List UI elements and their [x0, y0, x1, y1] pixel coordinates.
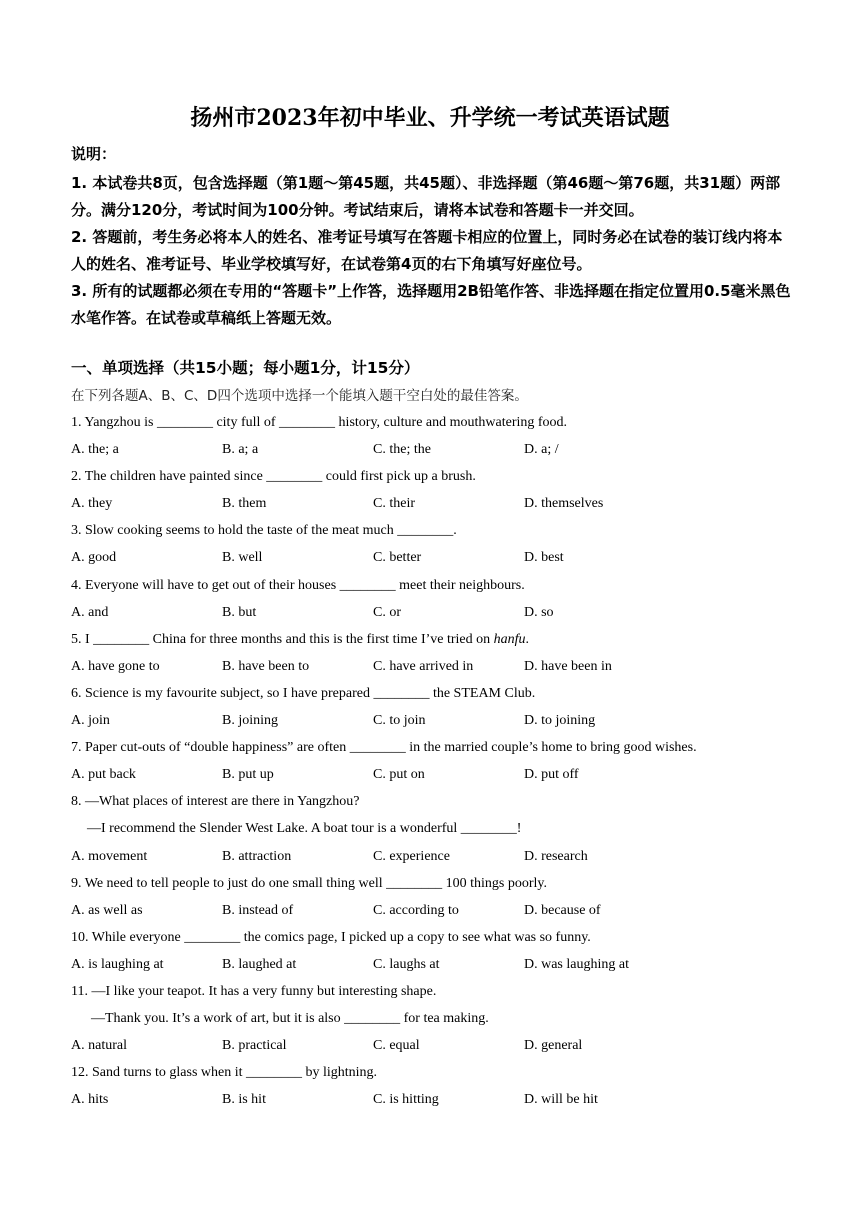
option-d: D. themselves — [524, 496, 604, 512]
option-a: A. the; a — [71, 442, 119, 458]
option-c: C. the; the — [373, 442, 431, 458]
options-row — [71, 1086, 811, 1113]
notes-heading: 说明： — [71, 145, 117, 163]
option-a: A. movement — [71, 848, 148, 864]
options-row — [71, 599, 811, 626]
options-row — [71, 544, 811, 571]
question-stem-reply: —Thank you. It’s a work of art, but it is also ________ for tea making. — [91, 1011, 489, 1027]
option-a: A. is laughing at — [71, 956, 164, 972]
option-c: C. equal — [373, 1038, 420, 1054]
options-row — [71, 761, 811, 788]
note-3: 3. 所有的试题都必须在专用的“答题卡”上作答，选择题用2B铅笔作答、非选择题在指定位置用0.5毫米黑色水笔作答。在试卷或草稿纸上答题无效。 — [71, 282, 791, 327]
stem-italic-word: hanfu — [493, 631, 526, 647]
option-d: D. to joining — [524, 713, 596, 729]
question-stem: 10. While everyone ________ the comics page, I picked up a copy to see what was so funny. — [71, 929, 591, 945]
option-b: B. is hit — [222, 1092, 266, 1108]
options-row — [71, 951, 811, 978]
exam-title: 扬州市2023年初中毕业、升学统一考试英语试题 — [190, 105, 670, 131]
option-c: C. better — [373, 550, 422, 566]
option-d: D. a; / — [524, 442, 559, 458]
option-d: D. best — [524, 550, 564, 566]
options-row — [71, 897, 811, 924]
options-row — [71, 843, 811, 870]
option-c: C. to join — [373, 713, 426, 729]
option-c: C. or — [373, 604, 401, 620]
option-d: D. general — [524, 1038, 583, 1054]
option-b: B. attraction — [222, 848, 292, 864]
note-2: 2. 答题前，考生务必将本人的姓名、准考证号填写在答题卡相应的位置上，同时务必在试卷的装订线内将本人的姓名、准考证号、毕业学校填写好，在试卷第4页的右下角填写好座位号。 — [71, 228, 783, 273]
option-a: A. have gone to — [71, 658, 160, 674]
option-b: B. practical — [222, 1038, 287, 1054]
option-b: B. a; a — [222, 442, 259, 458]
option-a: A. good — [71, 550, 117, 566]
option-b: B. but — [222, 604, 257, 620]
option-c: C. put on — [373, 767, 425, 783]
question-stem: 11. —I like your teapot. It has a very funny but interesting shape. — [71, 983, 437, 999]
question-stem: 9. We need to tell people to just do one small thing well ________ 100 things poorly. — [71, 875, 547, 891]
option-d: D. because of — [524, 902, 601, 918]
option-d: D. was laughing at — [524, 956, 629, 972]
option-c: C. is hitting — [373, 1092, 439, 1108]
options-row — [71, 436, 811, 463]
notes-block — [71, 170, 793, 332]
option-a: A. as well as — [71, 902, 143, 918]
option-b: B. them — [222, 496, 267, 512]
option-a: A. join — [71, 713, 110, 729]
question-stem: 12. Sand turns to glass when it ________ by lightning. — [71, 1065, 378, 1081]
question-list — [71, 409, 811, 1113]
question-stem: 1. Yangzhou is ________ city full of ________ history, culture and mouthwatering food. — [71, 415, 568, 430]
option-a: A. hits — [71, 1092, 109, 1108]
option-c: C. laughs at — [373, 956, 440, 972]
option-c: C. their — [373, 496, 415, 512]
question-stem: 3. Slow cooking seems to hold the taste of the meat much ________. — [71, 523, 457, 539]
stem-text: 5. I ________ China for three months and this is the first time I’ve tried on — [71, 631, 494, 647]
options-row — [71, 707, 811, 734]
section-instruction: 在下列各题A、B、C、D四个选项中选择一个能填入题干空白处的最佳答案。 — [71, 388, 528, 404]
question-stem-reply: —I recommend the Slender West Lake. A boat tour is a wonderful ________! — [87, 821, 522, 837]
question-stem: 2. The children have painted since ________ could first pick up a brush. — [71, 469, 476, 485]
option-a: A. they — [71, 496, 113, 512]
option-d: D. put off — [524, 767, 579, 783]
option-b: B. have been to — [222, 658, 310, 674]
options-row — [71, 1032, 811, 1059]
question-stem: 6. Science is my favourite subject, so I have prepared ________ the STEAM Club. — [71, 685, 536, 701]
option-d: D. research — [524, 848, 588, 864]
option-b: B. well — [222, 550, 263, 566]
option-b: B. put up — [222, 767, 274, 783]
option-c: C. according to — [373, 902, 459, 918]
note-1: 1. 本试卷共8页，包含选择题（第1题～第45题，共45题）、非选择题（第46题～第76题，共31题）两部分。满分120分，考试时间为100分钟。考试结束后，请将本试卷和答题卡一并交回。 — [71, 174, 781, 219]
question-stem: 7. Paper cut-outs of “double happiness” are often ________ in the married couple’s home to bring good wishes. — [71, 740, 697, 756]
section-heading: 一、单项选择（共15小题；每小题1分，计15分） — [71, 359, 420, 377]
option-a: A. put back — [71, 767, 136, 783]
option-b: B. instead of — [222, 902, 294, 918]
option-d: D. have been in — [524, 658, 612, 674]
option-d: D. will be hit — [524, 1092, 598, 1108]
option-a: A. and — [71, 604, 109, 620]
options-row — [71, 490, 811, 517]
question-stem: 4. Everyone will have to get out of their houses ________ meet their neighbours. — [71, 577, 525, 593]
question-stem — [71, 626, 811, 653]
options-row — [71, 653, 811, 680]
option-c: C. have arrived in — [373, 658, 474, 674]
option-d: D. so — [524, 604, 554, 620]
question-stem: 8. —What places of interest are there in Yangzhou? — [71, 794, 360, 810]
stem-end: . — [525, 631, 530, 647]
option-b: B. laughed at — [222, 956, 297, 972]
option-c: C. experience — [373, 848, 450, 864]
option-a: A. natural — [71, 1038, 127, 1054]
option-b: B. joining — [222, 713, 279, 729]
